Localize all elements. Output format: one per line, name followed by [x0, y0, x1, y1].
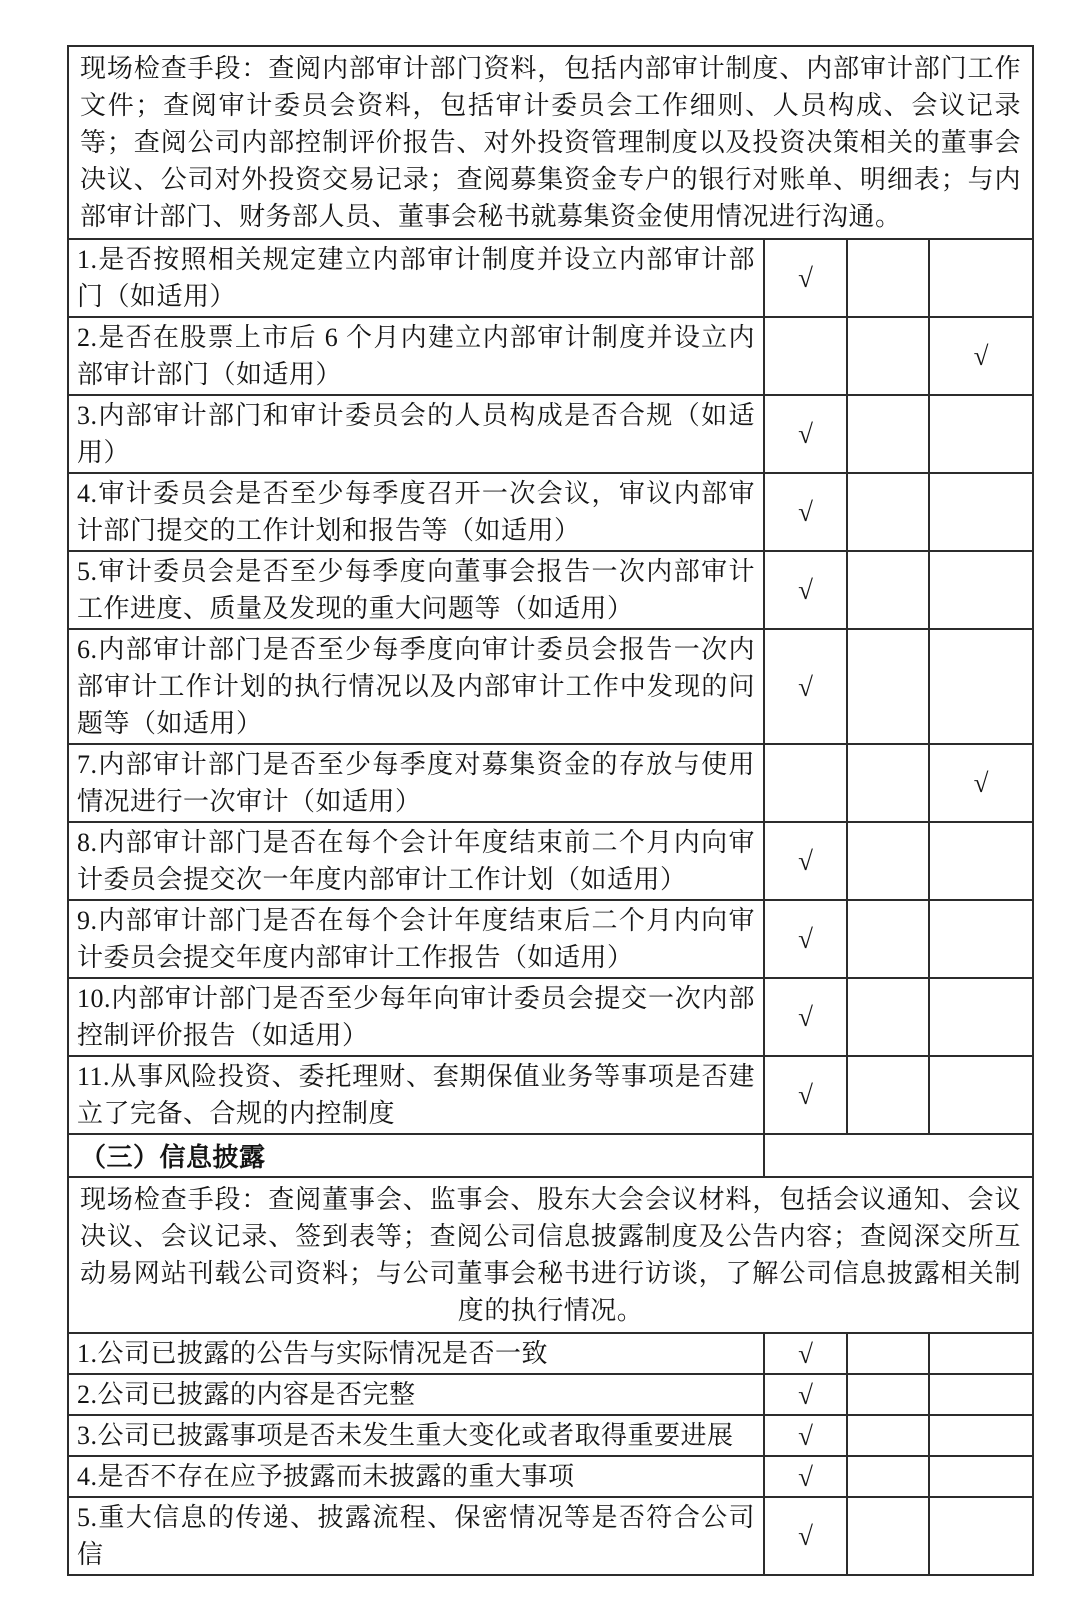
- checklist-item-row: [68, 822, 1033, 900]
- checklist-item-row: [68, 551, 1033, 629]
- section-header-empty-cell: [764, 1134, 1033, 1177]
- empty-mark-cell: [847, 395, 929, 473]
- checklist-item-row: [68, 1497, 1033, 1575]
- empty-mark-cell: [847, 473, 929, 551]
- checklist-item-row: [68, 239, 1033, 317]
- empty-mark-cell: [764, 317, 847, 395]
- empty-mark-cell: [929, 822, 1033, 900]
- checklist-item-row: [68, 1374, 1033, 1415]
- checkmark-cell: √: [764, 822, 847, 900]
- checklist-item-row: [68, 317, 1033, 395]
- empty-mark-cell: [847, 317, 929, 395]
- empty-mark-cell: [847, 239, 929, 317]
- checklist-item-row: [68, 900, 1033, 978]
- checklist-item-row: [68, 978, 1033, 1056]
- checkmark-cell: √: [764, 978, 847, 1056]
- methods-row: [68, 46, 1033, 239]
- empty-mark-cell: [929, 900, 1033, 978]
- empty-mark-cell: [929, 629, 1033, 744]
- methods-text: 现场检查手段：查阅内部审计部门资料，包括内部审计制度、内部审计部门工作文件；查阅审计委员会资料，包括审计委员会工作细则、人员构成、会议记录等；查阅公司内部控制评价报告、对外投资管理制度以及投资决策相关的董事会决议、公司对外投资交易记录；查阅募集资金专户的银行对账单、明细表；与内部审计部门、财务部人员、董事会秘书就募集资金使用情况进行沟通。: [68, 46, 1033, 239]
- item-question-text: 3.内部审计部门和审计委员会的人员构成是否合规（如适用）: [68, 395, 764, 473]
- item-question-text: 1.是否按照相关规定建立内部审计制度并设立内部审计部门（如适用）: [68, 239, 764, 317]
- empty-mark-cell: [929, 551, 1033, 629]
- checklist-item-row: [68, 1415, 1033, 1456]
- empty-mark-cell: [929, 473, 1033, 551]
- empty-mark-cell: [929, 1333, 1033, 1374]
- checkmark-cell: √: [764, 1415, 847, 1456]
- section-header-row: [68, 1134, 1033, 1177]
- checklist-item-row: [68, 1333, 1033, 1374]
- empty-mark-cell: [847, 900, 929, 978]
- item-question-text: 1.公司已披露的公告与实际情况是否一致: [68, 1333, 764, 1374]
- checkmark-cell: √: [764, 1333, 847, 1374]
- item-question-text: 10.内部审计部门是否至少每年向审计委员会提交一次内部控制评价报告（如适用）: [68, 978, 764, 1056]
- empty-mark-cell: [764, 744, 847, 822]
- item-question-text: 8.内部审计部门是否在每个会计年度结束前二个月内向审计委员会提交次一年度内部审计工作计划（如适用）: [68, 822, 764, 900]
- item-question-text: 6.内部审计部门是否至少每季度向审计委员会报告一次内部审计工作计划的执行情况以及内部审计工作中发现的问题等（如适用）: [68, 629, 764, 744]
- empty-mark-cell: [847, 1056, 929, 1134]
- checkmark-cell: √: [764, 551, 847, 629]
- checklist-item-row: [68, 395, 1033, 473]
- checklist-body: [68, 46, 1033, 1575]
- empty-mark-cell: [929, 1056, 1033, 1134]
- empty-mark-cell: [847, 822, 929, 900]
- checkmark-cell: √: [764, 629, 847, 744]
- empty-mark-cell: [847, 1415, 929, 1456]
- checklist-item-row: [68, 744, 1033, 822]
- item-question-text: 5.审计委员会是否至少每季度向董事会报告一次内部审计工作进度、质量及发现的重大问题等（如适用）: [68, 551, 764, 629]
- section-title: （三）信息披露: [68, 1134, 764, 1177]
- checkmark-cell: √: [764, 900, 847, 978]
- item-question-text: 3.公司已披露事项是否未发生重大变化或者取得重要进展: [68, 1415, 764, 1456]
- checkmark-cell: √: [764, 473, 847, 551]
- checkmark-cell: √: [764, 1056, 847, 1134]
- checkmark-cell: √: [764, 239, 847, 317]
- empty-mark-cell: [929, 395, 1033, 473]
- item-question-text: 9.内部审计部门是否在每个会计年度结束后二个月内向审计委员会提交年度内部审计工作报告（如适用）: [68, 900, 764, 978]
- item-question-text: 11.从事风险投资、委托理财、套期保值业务等事项是否建立了完备、合规的内控制度: [68, 1056, 764, 1134]
- empty-mark-cell: [847, 1374, 929, 1415]
- inspection-checklist-table: [67, 45, 1034, 1576]
- item-question-text: 4.是否不存在应予披露而未披露的重大事项: [68, 1456, 764, 1497]
- empty-mark-cell: [847, 978, 929, 1056]
- empty-mark-cell: [847, 1456, 929, 1497]
- empty-mark-cell: [847, 744, 929, 822]
- empty-mark-cell: [847, 1333, 929, 1374]
- empty-mark-cell: [847, 551, 929, 629]
- checkmark-cell: √: [764, 1374, 847, 1415]
- item-question-text: 4.审计委员会是否至少每季度召开一次会议，审议内部审计部门提交的工作计划和报告等（如适用）: [68, 473, 764, 551]
- empty-mark-cell: [929, 1497, 1033, 1575]
- checkmark-cell: √: [764, 1497, 847, 1575]
- empty-mark-cell: [847, 629, 929, 744]
- checklist-item-row: [68, 1056, 1033, 1134]
- checkmark-cell: √: [764, 1456, 847, 1497]
- methods-text: 现场检查手段：查阅董事会、监事会、股东大会会议材料，包括会议通知、会议决议、会议记录、签到表等；查阅公司信息披露制度及公告内容；查阅深交所互动易网站刊载公司资料；与公司董事会秘书进行访谈，了解公司信息披露相关制度的执行情况。: [68, 1177, 1033, 1333]
- empty-mark-cell: [929, 1374, 1033, 1415]
- empty-mark-cell: [929, 1415, 1033, 1456]
- checklist-item-row: [68, 473, 1033, 551]
- checklist-item-row: [68, 629, 1033, 744]
- item-question-text: 5.重大信息的传递、披露流程、保密情况等是否符合公司信: [68, 1497, 764, 1575]
- empty-mark-cell: [929, 239, 1033, 317]
- item-question-text: 7.内部审计部门是否至少每季度对募集资金的存放与使用情况进行一次审计（如适用）: [68, 744, 764, 822]
- checkmark-cell: √: [929, 317, 1033, 395]
- empty-mark-cell: [929, 1456, 1033, 1497]
- empty-mark-cell: [929, 978, 1033, 1056]
- checklist-item-row: [68, 1456, 1033, 1497]
- empty-mark-cell: [847, 1497, 929, 1575]
- checkmark-cell: √: [764, 395, 847, 473]
- item-question-text: 2.是否在股票上市后 6 个月内建立内部审计制度并设立内部审计部门（如适用）: [68, 317, 764, 395]
- methods-row: [68, 1177, 1033, 1333]
- checkmark-cell: √: [929, 744, 1033, 822]
- item-question-text: 2.公司已披露的内容是否完整: [68, 1374, 764, 1415]
